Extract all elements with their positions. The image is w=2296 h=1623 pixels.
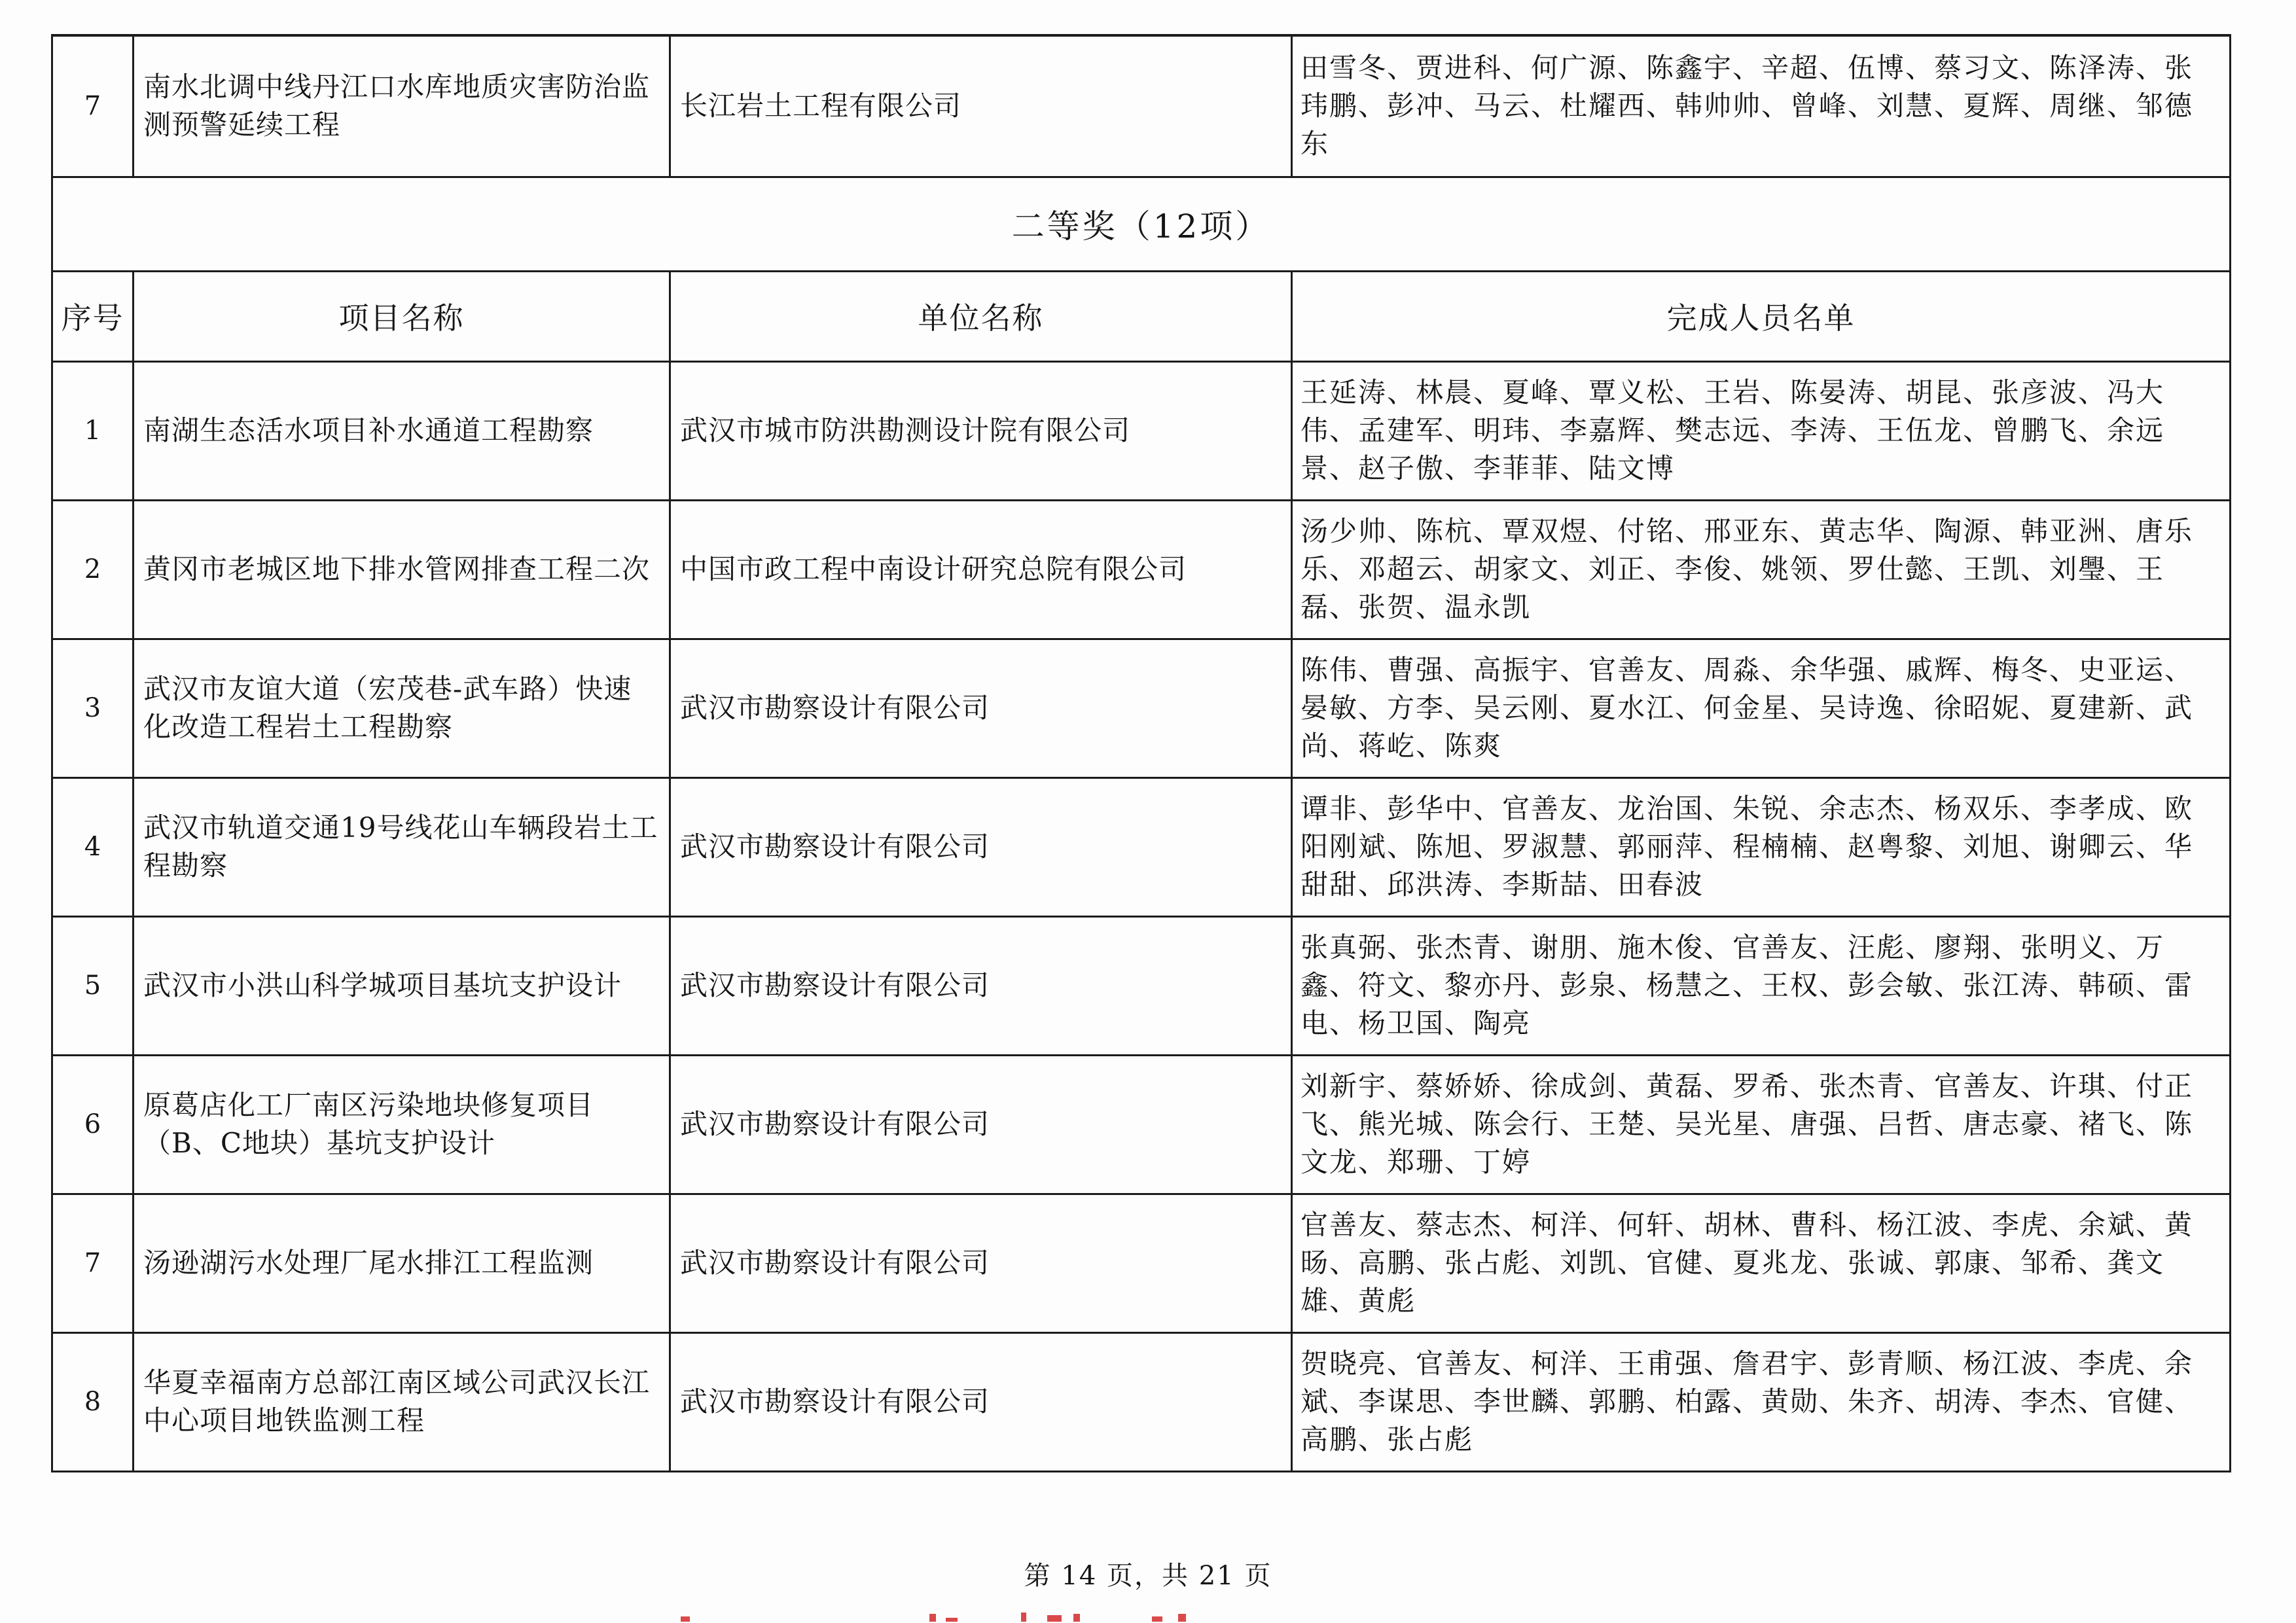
row-number: 1: [52, 361, 134, 500]
row-number: 7: [52, 35, 134, 177]
table-row: [52, 1194, 2231, 1332]
project-name: 华夏幸福南方总部江南区域公司武汉长江中心项目地铁监测工程: [134, 1332, 670, 1471]
table-row: [52, 35, 2231, 177]
table-row: [52, 1332, 2231, 1471]
page-number: 第 14 页，共 21 页: [1024, 1561, 1272, 1591]
project-name: 武汉市轨道交通19号线花山车辆段岩土工程勘察: [134, 777, 670, 916]
row-number: 8: [52, 1332, 134, 1471]
project-name: 武汉市小洪山科学城项目基坑支护设计: [134, 916, 670, 1055]
row-number: 7: [52, 1194, 134, 1332]
unit-name: 武汉市勘察设计有限公司: [670, 777, 1292, 916]
section-heading-row: [52, 177, 2231, 271]
project-name: 黄冈市老城区地下排水管网排查工程二次: [134, 500, 670, 639]
table-row: [52, 639, 2231, 777]
project-name: 汤逊湖污水处理厂尾水排江工程监测: [134, 1194, 670, 1332]
unit-name: 武汉市勘察设计有限公司: [670, 1194, 1292, 1332]
team-members: 陈伟、曹强、高振宇、官善友、周淼、余华强、戚辉、梅冬、史亚运、晏敏、方李、吴云刚、夏水江、何金星、吴诗逸、徐昭妮、夏建新、武尚、蒋屹、陈爽: [1292, 639, 2231, 777]
table-row: [52, 777, 2231, 916]
team-members: 田雪冬、贾进科、何广源、陈鑫宇、辛超、伍博、蔡习文、陈泽涛、张玮鹏、彭冲、马云、杜耀西、韩帅帅、曾峰、刘慧、夏辉、周继、邹德东: [1292, 35, 2231, 177]
team-members: 王延涛、林晨、夏峰、覃义松、王岩、陈晏涛、胡昆、张彦波、冯大伟、孟建军、明玮、李嘉辉、樊志远、李涛、王伍龙、曾鹏飞、余远景、赵子傲、李菲菲、陆文博: [1292, 361, 2231, 500]
unit-name: 武汉市勘察设计有限公司: [670, 1055, 1292, 1194]
table-row: [52, 916, 2231, 1055]
project-name: 南水北调中线丹江口水库地质灾害防治监测预警延续工程: [134, 35, 670, 177]
team-members: 贺晓亮、官善友、柯洋、王甫强、詹君宇、彭青顺、杨江波、李虎、余斌、李谋思、李世麟、郭鹏、柏露、黄勋、朱齐、胡涛、李杰、官健、高鹏、张占彪: [1292, 1332, 2231, 1471]
row-number: 6: [52, 1055, 134, 1194]
team-members: 官善友、蔡志杰、柯洋、何轩、胡林、曹科、杨江波、李虎、余斌、黄旸、高鹏、张占彪、刘凯、官健、夏兆龙、张诚、郭康、邹希、龚文雄、黄彪: [1292, 1194, 2231, 1332]
seal-fragment-icon: [655, 1611, 1309, 1623]
header-team: 完成人员名单: [1292, 271, 2231, 361]
table-row: [52, 361, 2231, 500]
row-number: 3: [52, 639, 134, 777]
unit-name: 武汉市城市防洪勘测设计院有限公司: [670, 361, 1292, 500]
header-unit: 单位名称: [670, 271, 1292, 361]
row-number: 5: [52, 916, 134, 1055]
awards-table: [51, 34, 2231, 1472]
unit-name: 中国市政工程中南设计研究总院有限公司: [670, 500, 1292, 639]
column-header-row: [52, 271, 2231, 361]
unit-name: 长江岩土工程有限公司: [670, 35, 1292, 177]
row-number: 2: [52, 500, 134, 639]
project-name: 武汉市友谊大道（宏茂巷-武车路）快速化改造工程岩土工程勘察: [134, 639, 670, 777]
row-number: 4: [52, 777, 134, 916]
section-title: 二等奖（12项）: [52, 177, 2231, 271]
unit-name: 武汉市勘察设计有限公司: [670, 639, 1292, 777]
project-name: 南湖生态活水项目补水通道工程勘察: [134, 361, 670, 500]
table-row: [52, 1055, 2231, 1194]
team-members: 汤少帅、陈杭、覃双煜、付铭、邢亚东、黄志华、陶源、韩亚洲、唐乐乐、邓超云、胡家文、刘正、李俊、姚领、罗仕懿、王凯、刘璺、王磊、张贺、温永凯: [1292, 500, 2231, 639]
header-project: 项目名称: [134, 271, 670, 361]
team-members: 张真弼、张杰青、谢朋、施木俊、官善友、汪彪、廖翔、张明义、万鑫、符文、黎亦丹、彭泉、杨慧之、王权、彭会敏、张江涛、韩硕、雷电、杨卫国、陶亮: [1292, 916, 2231, 1055]
project-name: 原葛店化工厂南区污染地块修复项目（B、C地块）基坑支护设计: [134, 1055, 670, 1194]
unit-name: 武汉市勘察设计有限公司: [670, 916, 1292, 1055]
table-row: [52, 500, 2231, 639]
unit-name: 武汉市勘察设计有限公司: [670, 1332, 1292, 1471]
team-members: 刘新宇、蔡娇娇、徐成剑、黄磊、罗希、张杰青、官善友、许琪、付正飞、熊光城、陈会行、王楚、吴光星、唐强、吕哲、唐志豪、褚飞、陈文龙、郑珊、丁婷: [1292, 1055, 2231, 1194]
team-members: 谭非、彭华中、官善友、龙治国、朱锐、余志杰、杨双乐、李孝成、欧阳刚斌、陈旭、罗淑慧、郭丽萍、程楠楠、赵粤黎、刘旭、谢卿云、华甜甜、邱洪涛、李斯喆、田春波: [1292, 777, 2231, 916]
header-number: 序号: [52, 271, 134, 361]
